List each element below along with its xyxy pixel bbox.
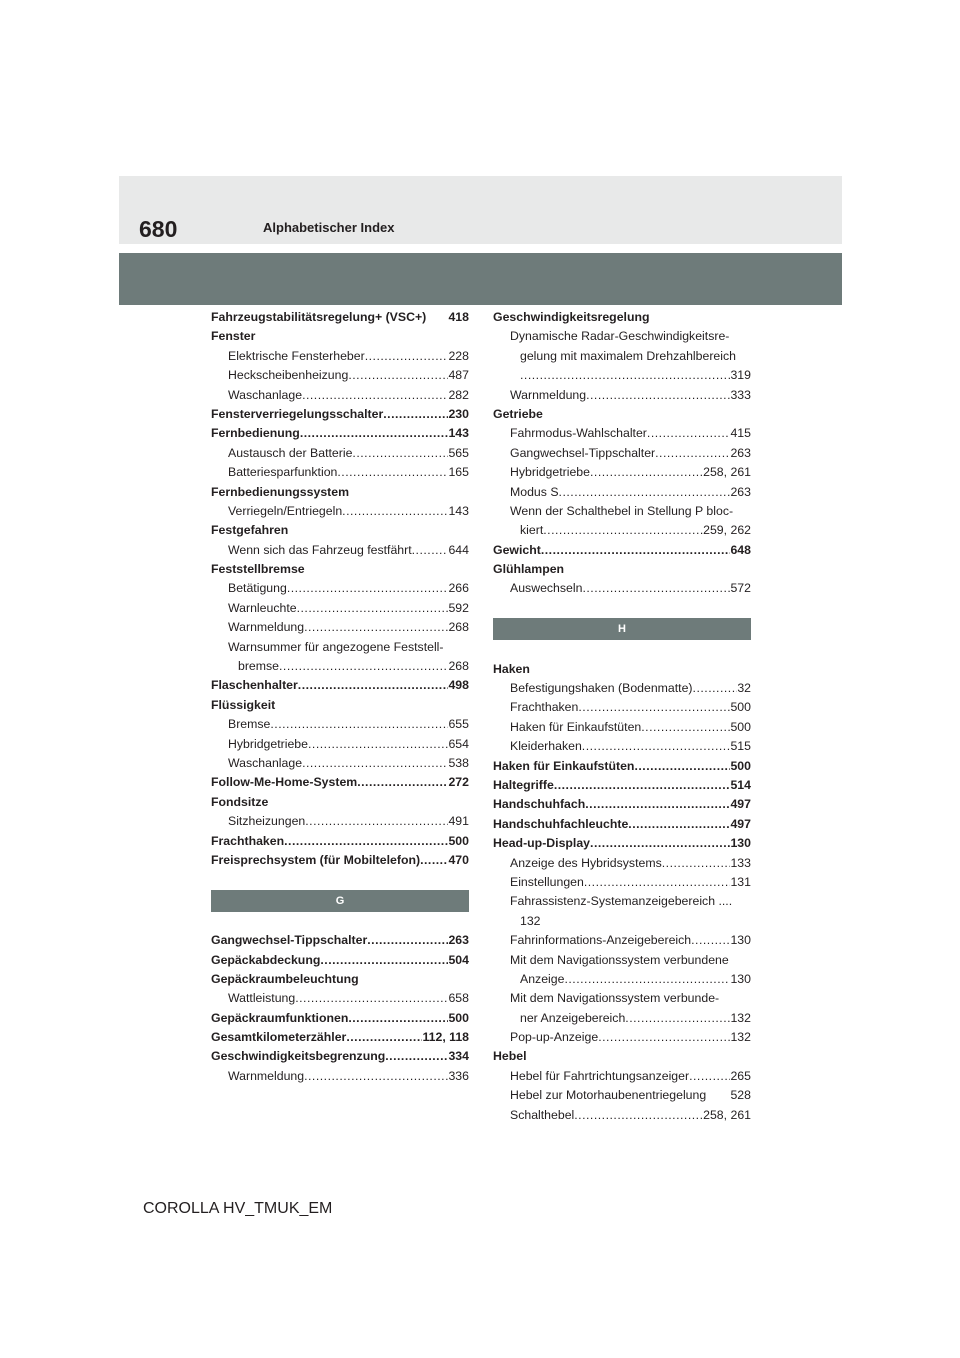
- entry-page-ref: 658: [448, 991, 469, 1006]
- index-subentry: [493, 502, 751, 521]
- index-subentry: [493, 912, 751, 931]
- index-subentry: [493, 444, 751, 463]
- index-subentry: [493, 892, 751, 911]
- entry-term: Haken für Einkaufstüten: [493, 758, 635, 773]
- entry-page-ref: 228: [448, 348, 469, 363]
- header-band: [119, 253, 842, 305]
- index-entry: [493, 757, 751, 776]
- entry-term: Getriebe: [493, 406, 543, 421]
- entry-term: Fahrinformations-Anzeigebereich: [510, 933, 692, 948]
- leader-dots: [559, 483, 731, 502]
- entry-page-ref: 515: [730, 739, 751, 754]
- entry-page-ref: 132: [730, 1030, 751, 1045]
- leader-dots: [337, 463, 448, 482]
- entry-term: Handschuhfach: [493, 797, 586, 812]
- index-subentry: [493, 931, 751, 950]
- entry-term: Austausch der Batterie: [228, 445, 353, 460]
- leader-dots: [305, 812, 448, 831]
- leader-dots: [554, 776, 731, 795]
- entry-term: Feststellbremse: [211, 562, 305, 577]
- entry-term: Haken für Einkaufstüten: [510, 719, 642, 734]
- leader-dots: [367, 931, 448, 950]
- leader-dots: [352, 444, 448, 463]
- entry-page-ref: 491: [448, 814, 469, 829]
- index-entry: [211, 424, 469, 443]
- index-entry: [493, 815, 751, 834]
- entry-page-ref: 133: [730, 855, 751, 870]
- index-subentry: [211, 638, 469, 657]
- index-entry: [211, 308, 469, 327]
- entry-term: Gangwechsel-Tippschalter: [211, 933, 368, 948]
- entry-term: Geschwindigkeitsregelung: [493, 310, 650, 324]
- entry-term: Flaschenhalter: [211, 678, 298, 693]
- letter-section-header: H: [493, 618, 751, 640]
- footer-model-code: COROLLA HV_TMUK_EM: [143, 1200, 333, 1217]
- leader-dots: [300, 424, 449, 443]
- index-entry: [211, 676, 469, 695]
- entry-page-ref: 263: [730, 484, 751, 499]
- entry-term: Fondsitze: [211, 794, 269, 809]
- entry-page-ref: 143: [448, 426, 469, 441]
- index-subentry: [211, 715, 469, 734]
- index-entry: [493, 541, 751, 560]
- index-subentry: [493, 1067, 751, 1086]
- leader-dots: [383, 405, 448, 424]
- leader-dots: [662, 854, 731, 873]
- leader-dots: [342, 502, 448, 521]
- entry-page-ref: 498: [448, 678, 469, 693]
- entry-page-ref: 500: [448, 1010, 469, 1025]
- index-entry: [211, 483, 469, 502]
- index-subentry: [493, 327, 751, 346]
- entry-term: 132: [520, 913, 541, 928]
- entry-page-ref: 528: [730, 1088, 751, 1103]
- leader-dots: [287, 579, 449, 598]
- leader-dots: [578, 698, 730, 717]
- entry-term: Warnleuchte: [228, 600, 297, 615]
- entry-page-ref: 487: [448, 368, 469, 383]
- entry-term: Fahrzeugstabilitätsregelung+ (VSC+): [211, 310, 427, 324]
- index-subentry: [493, 579, 751, 598]
- leader-dots: [279, 657, 448, 676]
- entry-page-ref: 258, 261: [703, 1107, 751, 1122]
- entry-term: Betätigung: [228, 581, 287, 596]
- entry-page-ref: 538: [448, 755, 469, 770]
- entry-term: Verriegeln/Entriegeln: [228, 503, 343, 518]
- index-entry: [211, 970, 469, 989]
- index-subentry: [493, 483, 751, 502]
- index-subentry: [493, 347, 751, 366]
- index-entry: [211, 931, 469, 950]
- index-subentry: [493, 718, 751, 737]
- entry-term: Hebel zur Motorhaubenentriegelung: [510, 1088, 707, 1103]
- entry-page-ref: 266: [448, 581, 469, 596]
- index-entry: [211, 696, 469, 715]
- index-subentry: [493, 424, 751, 443]
- entry-term: Warnmeldung: [228, 1068, 305, 1083]
- index-entry: [211, 1028, 469, 1047]
- spacer: [211, 870, 469, 889]
- entry-page-ref: 132: [730, 1010, 751, 1025]
- index-entry: [493, 795, 751, 814]
- index-subentry: [211, 989, 469, 1008]
- index-subentry: [211, 618, 469, 637]
- entry-term: bremse: [238, 659, 280, 674]
- entry-page-ref: 654: [448, 736, 469, 751]
- entry-term: Waschanlage: [228, 387, 303, 402]
- leader-dots: [641, 718, 730, 737]
- index-subentry: [211, 754, 469, 773]
- index-entry: [211, 773, 469, 792]
- entry-term: Hebel: [493, 1049, 527, 1064]
- entry-term: Fernbedienungssystem: [211, 484, 350, 499]
- entry-term: Gewicht: [493, 542, 541, 557]
- entry-page-ref: 500: [730, 719, 751, 734]
- leader-dots: [598, 1028, 730, 1047]
- leader-dots: [693, 679, 738, 698]
- index-entry: [211, 560, 469, 579]
- index-subentry: [493, 737, 751, 756]
- index-subentry: [211, 735, 469, 754]
- index-entry: [493, 660, 751, 679]
- entry-term: Gepäckabdeckung: [211, 952, 321, 967]
- index-subentry: [493, 951, 751, 970]
- index-subentry: [211, 812, 469, 831]
- index-subentry: [493, 1009, 751, 1028]
- entry-page-ref: 470: [448, 852, 469, 867]
- entry-term: Heckscheibenheizung: [228, 368, 349, 383]
- entry-term: Hybridgetriebe: [510, 465, 590, 480]
- leader-dots: [302, 754, 448, 773]
- entry-term: Gepäckraumbeleuchtung: [211, 971, 359, 986]
- index-subentry: [493, 970, 751, 989]
- leader-dots: [586, 386, 730, 405]
- leader-dots: [655, 444, 730, 463]
- leader-dots: [590, 463, 703, 482]
- entry-term: Gepäckraumfunktionen: [211, 1010, 349, 1025]
- leader-dots: [585, 795, 730, 814]
- entry-page-ref: 572: [730, 581, 751, 596]
- entry-term: ner Anzeigebereich: [520, 1010, 626, 1025]
- leader-dots: [346, 1028, 422, 1047]
- entry-term: Head-up-Display: [493, 836, 591, 851]
- entry-term: Gangwechsel-Tippschalter: [510, 445, 656, 460]
- entry-term: Mit dem Navigationssystem verbunde-: [510, 991, 720, 1006]
- entry-page-ref: 333: [730, 387, 751, 402]
- leader-dots: [689, 1067, 730, 1086]
- entry-page-ref: 130: [730, 971, 751, 986]
- index-entry: [211, 851, 469, 870]
- entry-term: gelung mit maximalem Drehzahlbereich: [520, 348, 736, 363]
- leader-dots: [412, 541, 449, 560]
- entry-page-ref: 258, 261: [703, 465, 751, 480]
- index-subentry: [211, 657, 469, 676]
- leader-dots: [270, 715, 448, 734]
- index-subentry: [493, 989, 751, 1008]
- entry-page-ref: 268: [448, 620, 469, 635]
- entry-term: Hebel für Fahrtrichtungsanzeiger: [510, 1068, 690, 1083]
- index-entry: [211, 327, 469, 346]
- leader-dots: [647, 424, 731, 443]
- entry-page-ref: 334: [448, 1049, 469, 1064]
- index-entry: [211, 951, 469, 970]
- entry-term: Modus S: [510, 484, 559, 499]
- spacer: [493, 599, 751, 618]
- entry-page-ref: 130: [730, 933, 751, 948]
- leader-dots: [520, 366, 730, 385]
- entry-term: Gesamtkilometerzähler: [211, 1030, 347, 1045]
- entry-term: Pop-up-Anzeige: [510, 1030, 599, 1045]
- entry-term: Elektrische Fensterheber: [228, 348, 365, 363]
- entry-term: Wenn sich das Fahrzeug festfährt: [228, 542, 412, 557]
- index-subentry: [493, 1106, 751, 1125]
- index-entry: [211, 521, 469, 540]
- entry-term: Befestigungshaken (Bodenmatte): [510, 681, 693, 696]
- leader-dots: [584, 873, 731, 892]
- entry-page-ref: 282: [448, 387, 469, 402]
- entry-term: kiert: [520, 523, 544, 538]
- entry-term: Einstellungen: [510, 874, 584, 889]
- index-subentry: [493, 463, 751, 482]
- leader-dots: [365, 347, 449, 366]
- entry-term: Waschanlage: [228, 755, 303, 770]
- index-subentry: [493, 1028, 751, 1047]
- entry-term: Batteriesparfunktion: [228, 465, 338, 480]
- entry-term: Auswechseln: [510, 581, 583, 596]
- entry-term: Glühlampen: [493, 562, 565, 577]
- entry-page-ref: 655: [448, 717, 469, 732]
- entry-page-ref: 418: [448, 310, 469, 324]
- leader-dots: [297, 599, 449, 618]
- entry-term: Dynamische Radar-Geschwindigkeitsre-: [510, 329, 730, 344]
- entry-term: Flüssigkeit: [211, 697, 276, 712]
- leader-dots: [348, 366, 448, 385]
- entry-term: Fenster: [211, 329, 256, 344]
- leader-dots: [302, 386, 448, 405]
- spacer: [211, 912, 469, 931]
- entry-term: Festgefahren: [211, 523, 289, 538]
- index-entry: [493, 560, 751, 579]
- index-entry: [211, 1047, 469, 1066]
- leader-dots: [590, 834, 730, 853]
- entry-page-ref: 565: [448, 445, 469, 460]
- page-header: [119, 176, 842, 244]
- entry-page-ref: 415: [730, 426, 751, 441]
- leader-dots: [634, 757, 730, 776]
- entry-term: Mit dem Navigationssystem verbundene: [510, 952, 729, 967]
- entry-term: Bremse: [228, 717, 271, 732]
- section-title: Alphabetischer Index: [263, 220, 395, 235]
- entry-page-ref: 112, 118: [422, 1030, 469, 1045]
- entry-page-ref: 130: [730, 836, 751, 851]
- index-subentry: [211, 366, 469, 385]
- entry-page-ref: 131: [730, 874, 751, 889]
- index-subentry: [493, 366, 751, 385]
- leader-dots: [582, 737, 731, 756]
- entry-page-ref: 263: [730, 445, 751, 460]
- entry-term: Schalthebel: [510, 1107, 575, 1122]
- index-subentry: [493, 854, 751, 873]
- entry-page-ref: 265: [730, 1068, 751, 1083]
- entry-term: Haltegriffe: [493, 777, 554, 792]
- entry-page-ref: 336: [448, 1068, 469, 1083]
- entry-page-ref: 500: [730, 758, 751, 773]
- index-entry: [211, 1009, 469, 1028]
- index-subentry: [211, 386, 469, 405]
- index-entry: [493, 776, 751, 795]
- entry-term: Wattleistung: [228, 991, 296, 1006]
- entry-term: Follow-Me-Home-System: [211, 775, 358, 790]
- entry-page-ref: 319: [730, 368, 751, 383]
- entry-page-ref: 514: [730, 777, 751, 792]
- entry-term: Frachthaken: [510, 700, 579, 715]
- leader-dots: [625, 1009, 730, 1028]
- index-subentry: [211, 599, 469, 618]
- index-subentry: [211, 463, 469, 482]
- entry-term: Warnmeldung: [228, 620, 305, 635]
- index-entry: [211, 793, 469, 812]
- leader-dots: [574, 1106, 703, 1125]
- index-subentry: [211, 502, 469, 521]
- index-subentry: [211, 579, 469, 598]
- entry-term: Fensterverriegelungsschalter: [211, 406, 384, 421]
- entry-page-ref: 263: [448, 933, 469, 948]
- index-subentry: [493, 386, 751, 405]
- index-entry: [211, 832, 469, 851]
- index-subentry: [211, 541, 469, 560]
- index-subentry: [211, 444, 469, 463]
- entry-page-ref: 500: [448, 833, 469, 848]
- leader-dots: [691, 931, 730, 950]
- entry-term: Frachthaken: [211, 833, 285, 848]
- entry-page-ref: 165: [448, 465, 469, 480]
- entry-term: Kleiderhaken: [510, 739, 582, 754]
- leader-dots: [385, 1047, 448, 1066]
- entry-page-ref: 644: [448, 542, 469, 557]
- leader-dots: [564, 970, 730, 989]
- leader-dots: [304, 618, 448, 637]
- index-entry: [211, 405, 469, 424]
- entry-term: Hybridgetriebe: [228, 736, 308, 751]
- spacer: [493, 640, 751, 659]
- leader-dots: [308, 735, 448, 754]
- leader-dots: [628, 815, 730, 834]
- index-subentry: [211, 347, 469, 366]
- page-number: 680: [139, 216, 178, 242]
- entry-term: Haken: [493, 661, 530, 676]
- letter-section-header: G: [211, 890, 469, 912]
- index-column-left: [211, 308, 469, 1086]
- leader-dots: [420, 851, 448, 870]
- entry-term: Geschwindigkeitsbegrenzung: [211, 1049, 386, 1064]
- entry-term: Sitzheizungen: [228, 814, 306, 829]
- leader-dots: [541, 541, 731, 560]
- leader-dots: [543, 521, 703, 540]
- leader-dots: [357, 773, 448, 792]
- entry-page-ref: 592: [448, 600, 469, 615]
- entry-page-ref: 143: [448, 503, 469, 518]
- leader-dots: [298, 676, 449, 695]
- entry-term: Anzeige des Hybridsystems: [510, 855, 662, 870]
- index-subentry: [493, 521, 751, 540]
- entry-page-ref: 497: [730, 797, 751, 812]
- entry-term: Anzeige: [520, 971, 565, 986]
- entry-page-ref: 272: [448, 775, 469, 790]
- index-entry: [493, 308, 751, 327]
- entry-page-ref: 500: [730, 700, 751, 715]
- index-column-right: [493, 308, 751, 1125]
- leader-dots: [284, 832, 448, 851]
- leader-dots: [295, 989, 448, 1008]
- leader-dots: [582, 579, 730, 598]
- index-subentry: [493, 698, 751, 717]
- index-entry: [493, 1047, 751, 1066]
- index-subentry: [211, 1067, 469, 1086]
- entry-page-ref: 268: [448, 659, 469, 674]
- entry-term: Fahrmodus-Wahlschalter: [510, 426, 647, 441]
- entry-term: Fahrassistenz-Systemanzeigebereich ....: [510, 894, 733, 909]
- leader-dots: [320, 951, 448, 970]
- index-subentry: [493, 679, 751, 698]
- entry-page-ref: 230: [448, 406, 469, 421]
- entry-page-ref: 648: [730, 542, 751, 557]
- index-entry: [493, 405, 751, 424]
- index-entry: [493, 834, 751, 853]
- entry-term: Freisprechsystem (für Mobiltelefon): [211, 852, 421, 867]
- entry-term: Fernbedienung: [211, 426, 300, 441]
- index-subentry: [493, 1086, 751, 1105]
- entry-page-ref: 504: [448, 952, 469, 967]
- entry-page-ref: 259, 262: [703, 523, 751, 538]
- leader-dots: [348, 1009, 448, 1028]
- entry-term: Wenn der Schalthebel in Stellung P bloc-: [510, 503, 734, 518]
- entry-page-ref: 497: [730, 816, 751, 831]
- leader-dots: [304, 1067, 448, 1086]
- index-subentry: [493, 873, 751, 892]
- entry-term: Warnsummer für angezogene Feststell-: [228, 639, 444, 654]
- entry-term: Handschuhfachleuchte: [493, 816, 629, 831]
- entry-term: Warnmeldung: [510, 387, 587, 402]
- entry-page-ref: 32: [737, 681, 751, 696]
